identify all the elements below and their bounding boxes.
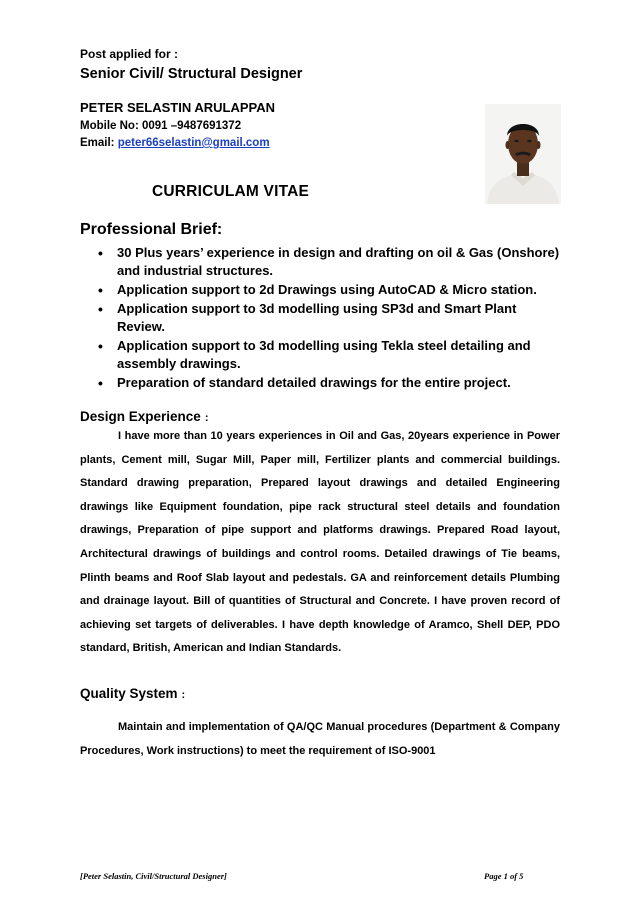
heading-colon: : (181, 689, 186, 701)
post-applied-title: Senior Civil/ Structural Designer (80, 66, 303, 82)
list-item: • Preparation of standard detailed drawings for the entire project. (96, 374, 566, 392)
portrait-icon (485, 104, 561, 204)
applicant-name: PETER SELASTIN ARULAPPAN (80, 100, 276, 115)
email-line (80, 137, 270, 149)
quality-system-heading (80, 686, 185, 701)
heading-colon: : (204, 412, 209, 424)
email-link[interactable]: peter66selastin@gmail.com (117, 137, 270, 149)
professional-brief-heading: Professional Brief: (80, 221, 223, 238)
quality-system-text: Maintain and implementation of QA/QC Manual procedures (Department & Company Procedures, Work instructions) to meet the requirement of ISO-9001 (80, 721, 560, 757)
post-applied-label: Post applied for : (80, 47, 179, 61)
list-item: • Application support to 3d modelling using SP3d and Smart Plant Review. (96, 300, 566, 336)
mobile-number: Mobile No: 0091 –9487691372 (80, 120, 242, 132)
footer-left: [Peter Selastin, Civil/Structural Designer] (80, 871, 227, 881)
design-experience-heading (80, 409, 208, 424)
quality-system-title: Quality System (80, 686, 178, 701)
professional-brief-list (96, 244, 566, 393)
document-title: CURRICULAM VITAE (152, 183, 310, 200)
email-label: Email: (80, 137, 118, 149)
list-item: • Application support to 2d Drawings using AutoCAD & Micro station. (96, 281, 566, 299)
list-item: • Application support to 3d modelling using Tekla steel detailing and assembly drawings. (96, 337, 566, 373)
applicant-photo (485, 104, 561, 204)
quality-system-paragraph (80, 715, 560, 763)
design-experience-paragraph (80, 425, 560, 661)
list-item: • 30 Plus years’ experience in design and drafting on oil & Gas (Onshore) and industrial structures. (96, 244, 566, 280)
page-number: Page 1 of 5 (484, 871, 524, 881)
design-experience-text: I have more than 10 years experiences in Oil and Gas, 20years experience in Power plants, Cement mill, Sugar Mill, Paper mill, Fertilizer plants and commercial buildings. Standard drawing preparation, Prepared layout drawings and detailed Engineering drawings like Equipment foundation, pipe rack structural steel details and foundation drawings, Preparation of pipe support and platforms drawings. Prepared Road layout, Architectural drawings of buildings and control rooms. Detailed drawings of Tie beams, Plinth beams and Roof Slab layout and pedestals. GA and reinforcement details Plumbing and drainage layout. Bill of quantities of Structural and Concrete. I have proven record of achieving set targets of deliverables. I have depth knowledge of Aramco, Shell DEP, PDO standard, British, American and Indian Standards. (80, 430, 560, 655)
design-experience-title: Design Experience (80, 409, 201, 424)
